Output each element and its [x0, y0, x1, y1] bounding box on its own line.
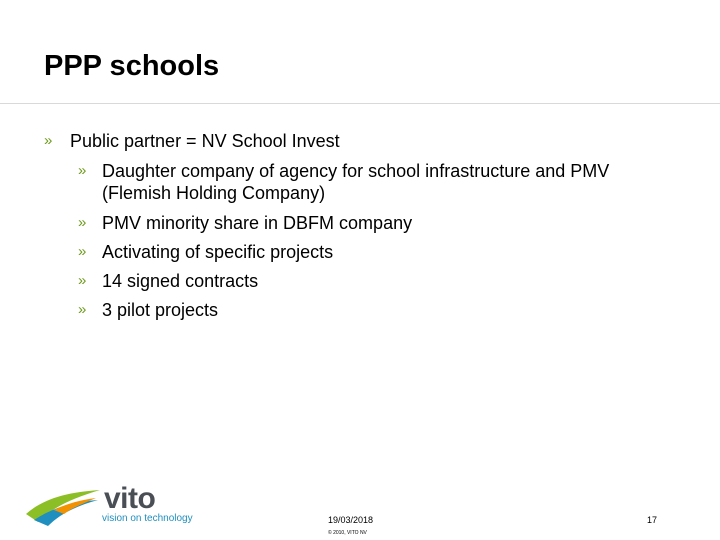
bullet-text: Daughter company of agency for school infrastructure and PMV: [102, 161, 610, 181]
title-divider: [0, 103, 720, 104]
bullet-marker: »: [44, 132, 53, 149]
bullet-text-continuation: (Flemish Holding Company): [102, 183, 326, 203]
slide-title: PPP schools: [44, 50, 220, 82]
sub-bullet-item: [0, 270, 720, 292]
bullet-item: [0, 130, 720, 152]
bullet-text: 3 pilot projects: [102, 300, 219, 320]
logo-tagline: vision on technology: [102, 513, 193, 524]
bullet-text: 14 signed contracts: [102, 271, 259, 291]
vito-logo: [24, 484, 209, 528]
bullet-marker: »: [78, 301, 87, 318]
sub-bullet-item: [0, 241, 720, 263]
footer-copyright: © 2010, VITO NV: [328, 530, 367, 536]
sub-bullet-item: [0, 299, 720, 321]
swoosh-logo-icon: [24, 484, 104, 528]
bullet-text: PMV minority share in DBFM company: [102, 213, 413, 233]
page-number: 17: [647, 515, 658, 525]
bullet-text: Activating of specific projects: [102, 242, 334, 262]
sub-bullet-continuation: [0, 182, 720, 204]
bullet-text: Public partner = NV School Invest: [70, 131, 340, 151]
bullet-marker: »: [78, 272, 87, 289]
footer-date: 19/03/2018: [328, 515, 374, 525]
bullet-marker: »: [78, 243, 87, 260]
logo-wordmark: vito: [104, 482, 156, 515]
sub-bullet-item: [0, 160, 720, 182]
sub-bullet-item: [0, 212, 720, 234]
bullet-marker: »: [78, 162, 87, 179]
bullet-marker: »: [78, 214, 87, 231]
